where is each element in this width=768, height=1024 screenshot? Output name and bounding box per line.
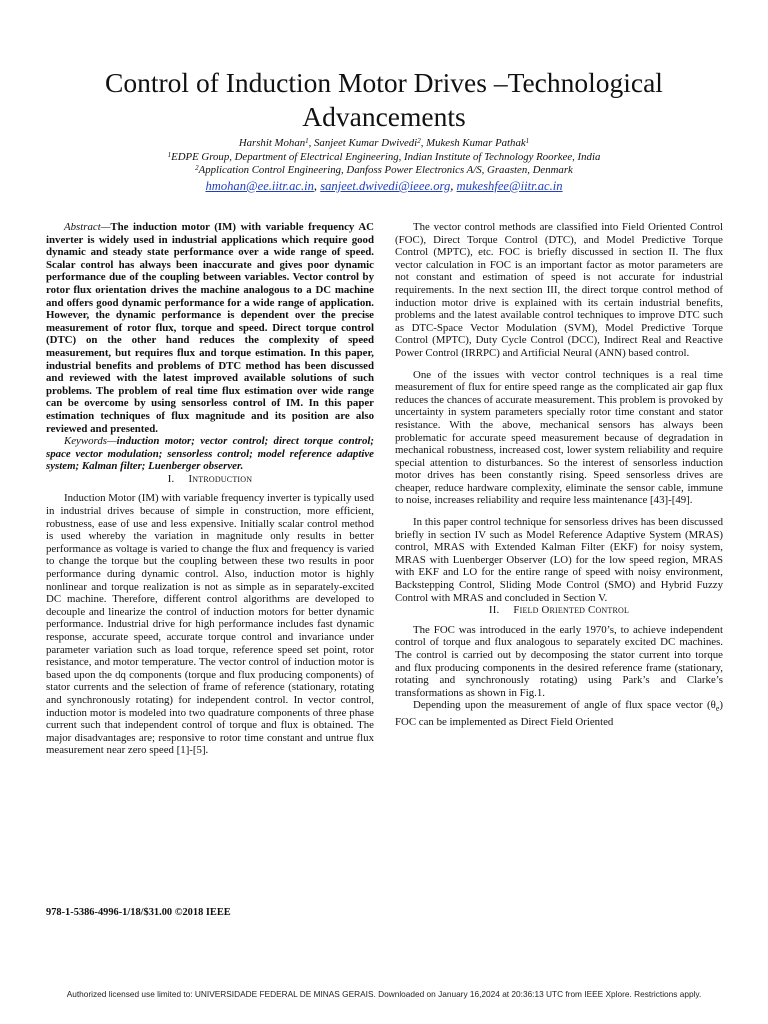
paper-title: Control of Induction Motor Drives –Technological Advancements — [105, 67, 663, 132]
foc-paragraph: The FOC was introduced in the early 1970’s, to achieve independent control of torque and flux analogous to separately excited DC machines. The control is carried out by decomposing the stator current into torque and flux producing components in the desired reference frame (stationary, rotating and synchronously rotating) using Park’s and Clarke’s transformations as shown in Fig.1. — [395, 623, 723, 699]
author-separator: , — [420, 137, 427, 149]
author-name: Mukesh Kumar Pathak — [426, 137, 526, 149]
copyright-notice: 978-1-5386-4996-1/18/$31.00 ©2018 IEEE — [46, 907, 231, 918]
section-heading-foc — [395, 604, 723, 617]
foc-paragraph — [395, 699, 723, 728]
keywords-label: Keywords— — [64, 435, 117, 448]
email-link[interactable]: hmohan@ee.iitr.ac.in — [205, 179, 314, 193]
right-column — [395, 221, 723, 729]
affiliation-text: EDPE Group, Department of Electrical Engineering, Indian Institute of Technology Roorkee, India — [171, 150, 601, 163]
theta-subscript: e — [715, 704, 720, 714]
author-names — [40, 137, 728, 151]
email-link[interactable]: sanjeet.dwivedi@ieee.org — [320, 179, 451, 193]
section-title: Introduction — [188, 472, 253, 485]
abstract-text: The induction motor (IM) with variable frequency AC inverter is widely used in industrial applications which require good dynamic and steady state performance over a wide range of speed. Scalar control has always been inaccurate and gives poor dynamic performance due of the coupling between variables. Vector control by rotor flux orientation drives the machine analogous to a DC machine and offers good dynamic performance for a wide range of application. However, the dynamic performance is dependent over the precise measurement of rotor flux, torque and speed. Direct torque control (DTC) on the other hand reduces the complexity of speed measurement, but requires flux and torque estimation. In this paper, industrial benefits and problems of DTC method has been discussed and reviewed with the latest improved available solutions of such problems. The problem of real time flux estimation over wide range can be overcome by using sensorless control of IM. In this paper estimation techniques of flux magnitude and its position are also reviewed and presented. — [46, 221, 374, 435]
section-title: Field Oriented Control — [513, 604, 630, 617]
theta-symbol: $\theta_e$ — [710, 699, 720, 714]
body-paragraph: In this paper control technique for sensorless drives has been discussed briefly in section IV such as Model Reference Adaptive System (MRAS) control, MRAS with Extended Kalman Filter (EKF) for noisy system, MRAS with Luenberger Observer (LO) for the low speed region, MRAS with EKF and LO for the entire range of speed with noisy environment, Backstepping Control, Sliding Mode Control (SMO) and Hybrid Fuzzy Control with MRAS and concluded in Section V. — [395, 516, 723, 604]
foc-text-before: Depending upon the measurement of angle of flux space vector ( — [413, 699, 711, 712]
section-heading-introduction — [46, 473, 374, 486]
author-block — [40, 137, 728, 178]
email-separator: , — [450, 179, 457, 193]
affiliation-mark: 2 — [417, 137, 421, 145]
affiliation-mark: 1 — [305, 137, 309, 145]
affiliation-line — [40, 164, 728, 178]
intro-paragraph: Induction Motor (IM) with variable frequency inverter is typically used in industrial drives because of simple in construction, more efficient, robustness, ease of use and less expensive. Initially scalar control method is used whereby the variation in magnitude only results in better performance as voltage is varied to change the flux and frequency is varied to change the torque but the coupling between these two results in poor performance during dynamic control. Also, induction motor is highly nonlinear and torque realization is not as simple as in separately-excited DC machine. Therefore, different control algorithms are developed to decouple and linearize the control of induction motors for better dynamic performance. Industrial drive for high performance includes fast dynamic response, accurate speed, accurate torque control and invariance under parameter variation such as load torque, reference speed set point, rotor resistance, and motor temperature. The vector control of induction motor is based upon the dq components (torque and flux producing components) of stator currents and the selection of frame of reference (stationary, rotating and synchronously rotating) for independent control. In vector control, induction motor is modeled into two quadrature components of three phase current such that independent control of torque and flux is obtained. The major disadvantages are; responsive to rotor time constant and untrue flux measurement near zero speed [1]-[5]. — [46, 492, 374, 757]
license-notice: Authorized licensed use limited to: UNIVERSIDADE FEDERAL DE MINAS GERAIS. Downloaded on January 16,2024 at 20:36:13 UTC from IEEE Xplore. Restrictions apply. — [66, 989, 702, 999]
affiliation-mark: 1 — [167, 150, 172, 159]
affiliation-mark: 2 — [195, 164, 199, 173]
author-separator: , — [308, 137, 315, 149]
affiliation-text: Application Control Engineering, Danfoss Power Electronics A/S, Graasten, Denmark — [198, 164, 573, 177]
left-column — [46, 221, 374, 757]
keywords-text: induction motor; vector control; direct torque control; space vector modulation; sensorless control; model reference adaptive system; Kalman filter; Luenberger observer. — [46, 435, 374, 473]
body-paragraph: One of the issues with vector control techniques is a real time measurement of flux for entire speed range as the complicated air gap flux reduces the chances of accurate measurement. This problem is provoked by uncertainty in system parameters specially rotor time constant and stator resistance. With the above, mechanical sensors has always been problematic for accurate speed measurement because of degradation in mechanical robustness, increased cost, lower system reliability and require special attention to disturbances. So the interest of sensorless induction motor drives has been constantly rising. Speed sensorless drives are cheaper, reduce hardware complexity, eliminate the sensor cable, immune to noise, increases reliability and require less maintenance [43]-[49]. — [395, 368, 723, 507]
affiliation-mark: 1 — [525, 137, 530, 145]
author-name: Sanjeet Kumar Dwivedi — [314, 137, 418, 149]
section-number: II. — [488, 604, 500, 617]
affiliation-line — [40, 151, 728, 165]
keywords — [46, 435, 374, 473]
body-paragraph: The vector control methods are classified into Field Oriented Control (FOC), Direct Torque Control (DTC), and Model Predictive Torque Control (MPTC), etc. FOC is briefly discussed in section II. The flux vector calculation in FOC is an important factor as motor parameters are not constant and estimation of speed is not accurate for industrial requirements. In the next section III, the direct torque control method of induction motor drive is explained with its certain industrial benefits, problems and the latest available control techniques to improve DTC such as DTC-Space Vector Modulation (SVM), Model Predictive Torque Control (MPTC), Duty Cycle Control (DCC), Indirect Real and Reactive Power Control (IRRPC) and Artificial Neural (ANN) based control. — [395, 221, 723, 359]
section-number: I. — [167, 472, 175, 485]
abstract-label: Abstract— — [64, 221, 111, 233]
foc-text-after: ) FOC can be implemented as Direct Field Oriented — [395, 699, 723, 729]
abstract — [46, 221, 374, 435]
email-separator: , — [313, 179, 321, 193]
author-emails — [40, 178, 728, 194]
author-name: Harshit Mohan — [238, 137, 306, 149]
email-link[interactable]: mukeshfee@iitr.ac.in — [456, 179, 563, 193]
